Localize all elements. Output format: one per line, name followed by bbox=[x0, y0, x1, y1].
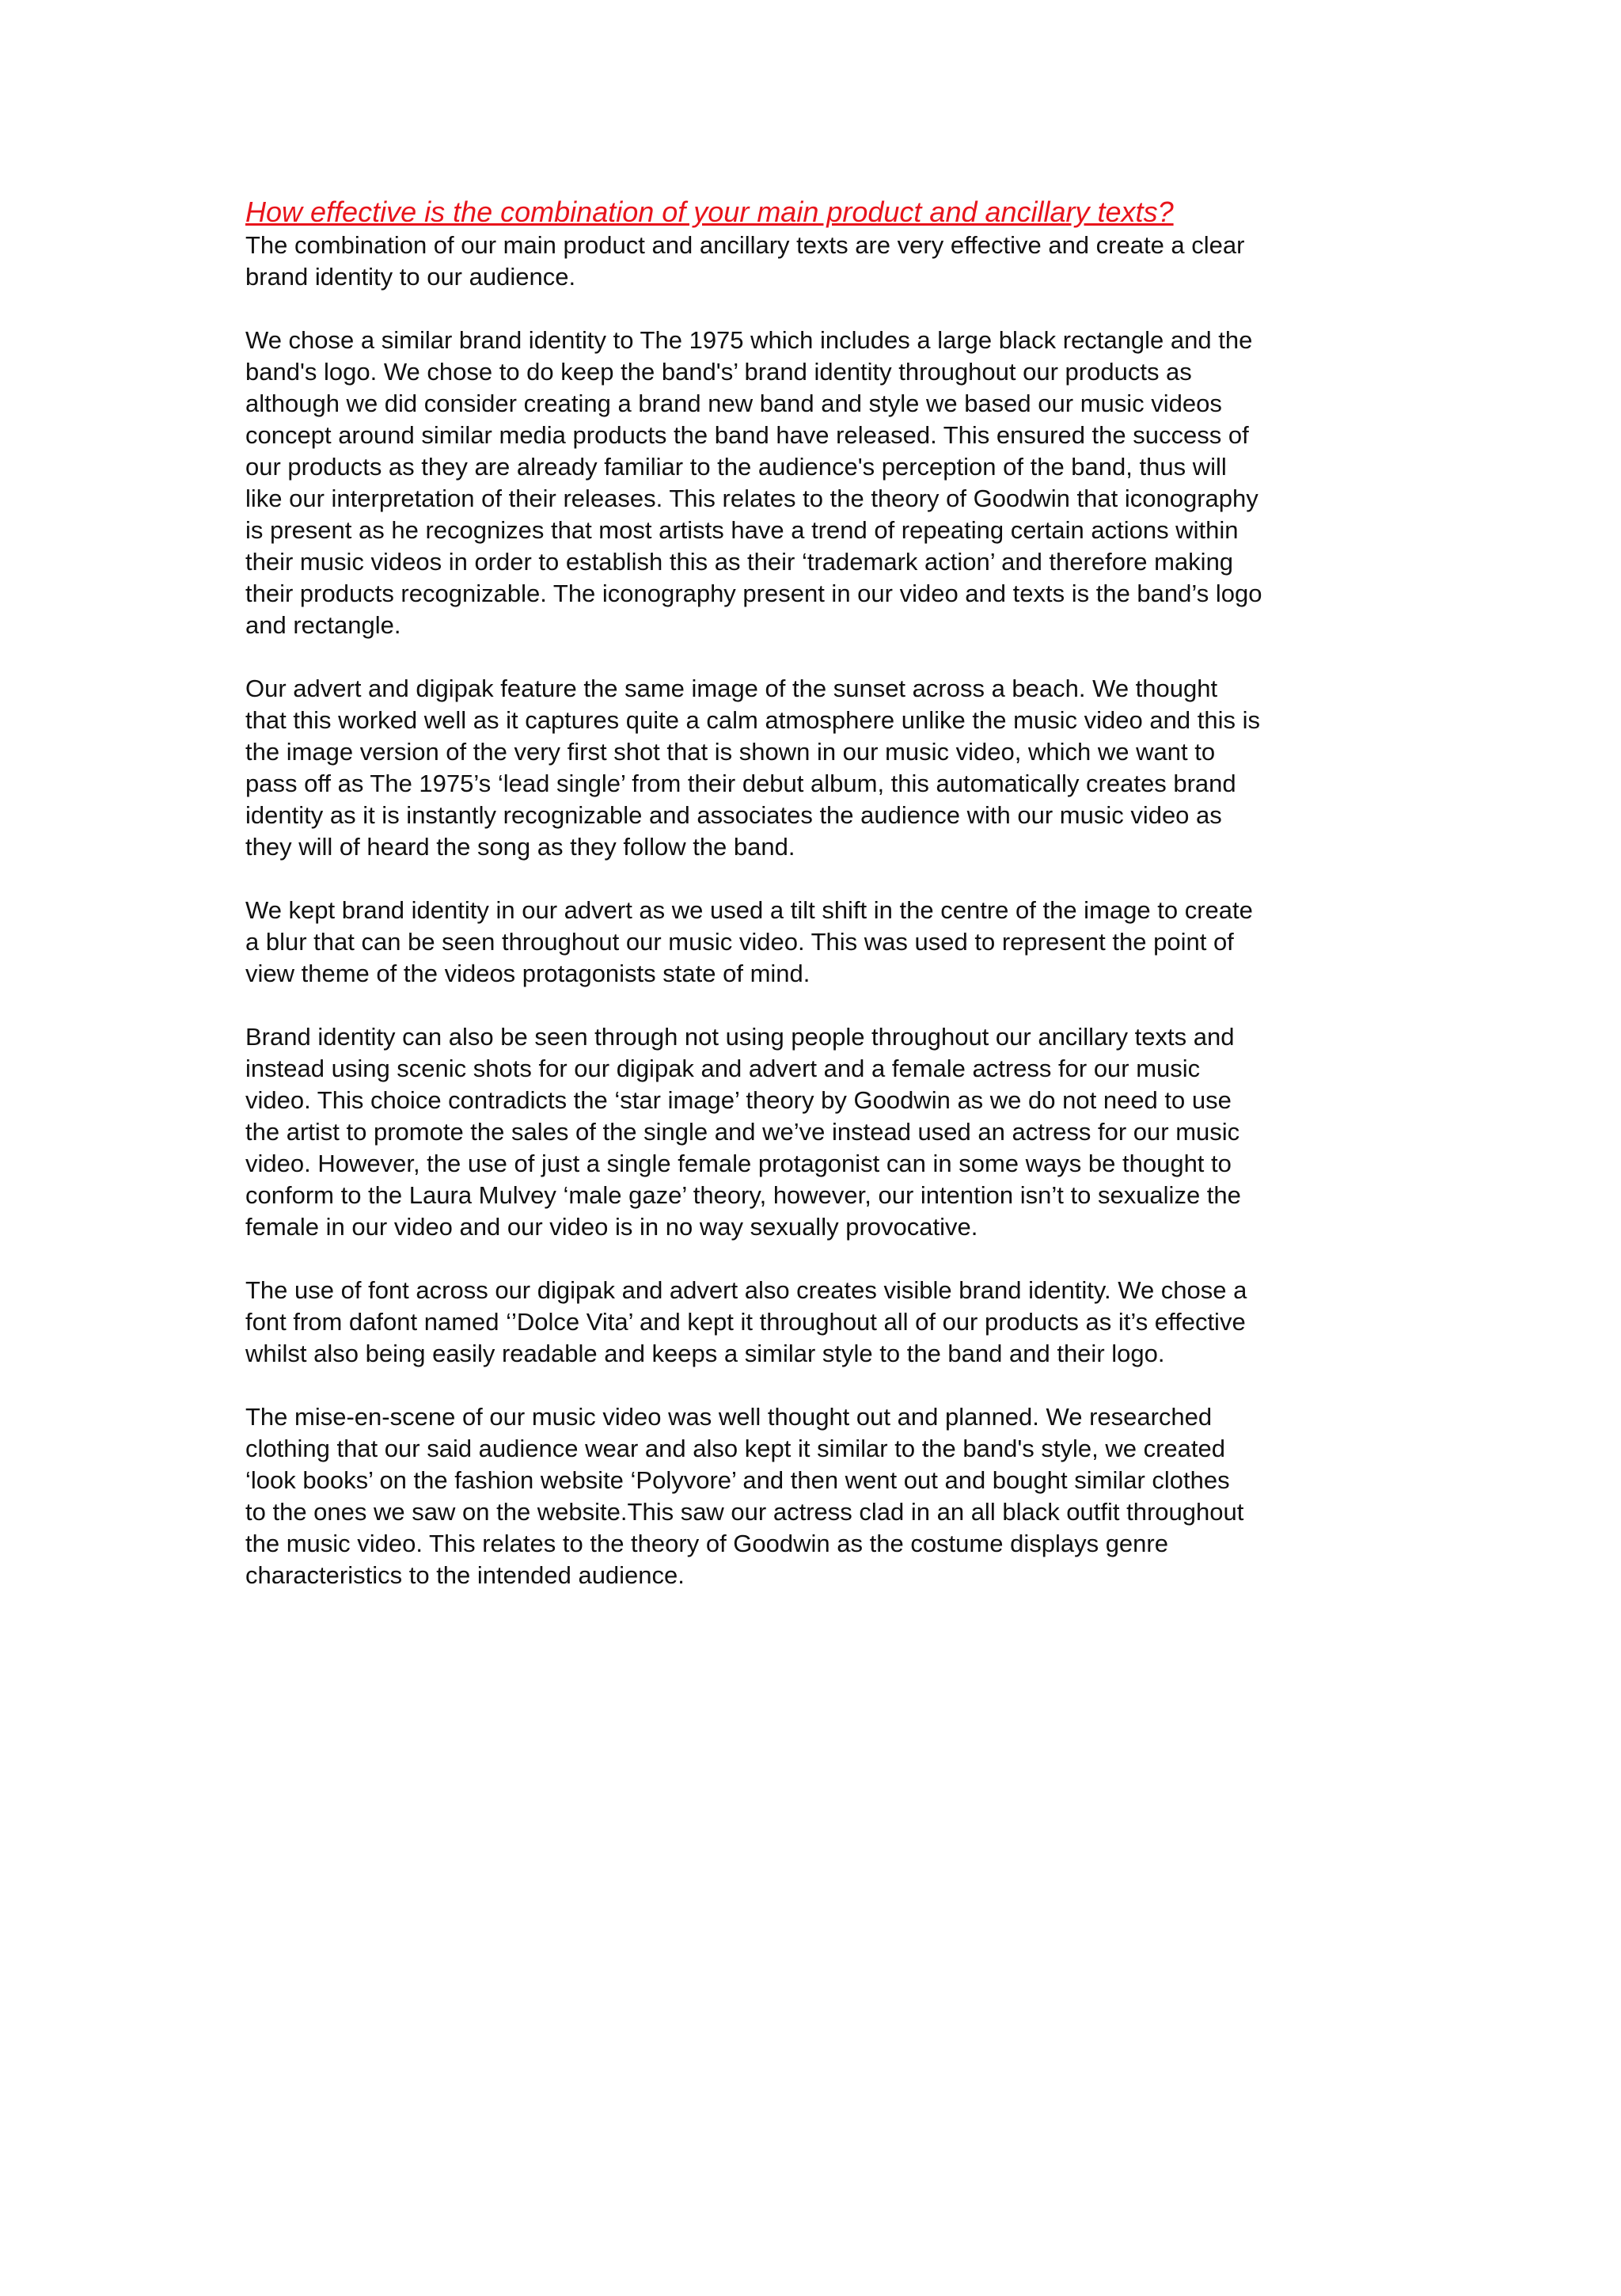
document-body bbox=[245, 195, 1389, 1623]
paragraph-line: female in our video and our video is in no way sexually provocative. bbox=[245, 1213, 978, 1241]
paragraph-line: Our advert and digipak feature the same image of the sunset across a beach. We thought bbox=[245, 675, 1218, 702]
paragraph-line: clothing that our said audience wear and also kept it similar to the band's style, we created bbox=[245, 1435, 1226, 1462]
paragraph-line: concept around similar media products the band have released. This ensured the success of bbox=[245, 421, 1249, 449]
paragraph-line: ‘look books’ on the fashion website ‘Polyvore’ and then went out and bought similar clothes bbox=[245, 1466, 1230, 1494]
paragraph-advert-digipak bbox=[245, 673, 1389, 863]
paragraph-line: is present as he recognizes that most artists have a trend of repeating certain actions within bbox=[245, 516, 1239, 544]
paragraph-line: our products as they are already familiar to the audience's perception of the band, thus will bbox=[245, 453, 1227, 481]
paragraph-mise-en-scene bbox=[245, 1401, 1389, 1591]
paragraph-line: We chose a similar brand identity to The 1975 which includes a large black rectangle and the bbox=[245, 326, 1253, 354]
paragraph-star-image bbox=[245, 1021, 1389, 1243]
paragraph-line: instead using scenic shots for our digipak and advert and a female actress for our music bbox=[245, 1055, 1201, 1082]
paragraph-font bbox=[245, 1275, 1389, 1370]
document-heading: How effective is the combination of your main product and ancillary texts? bbox=[245, 196, 1174, 228]
paragraph-line: characteristics to the intended audience. bbox=[245, 1561, 685, 1589]
paragraph-line: The use of font across our digipak and advert also creates visible brand identity. We chose a bbox=[245, 1276, 1247, 1304]
paragraph-line: video. However, the use of just a single female protagonist can in some ways be thought to bbox=[245, 1150, 1232, 1177]
paragraph-line: Brand identity can also be seen through not using people throughout our ancillary texts and bbox=[245, 1023, 1235, 1051]
paragraph-brand-identity bbox=[245, 325, 1389, 641]
paragraph-line: their music videos in order to establish this as their ‘trademark action’ and therefore making bbox=[245, 548, 1234, 576]
paragraph-line: video. This choice contradicts the ‘star image’ theory by Goodwin as we do not need to use bbox=[245, 1086, 1232, 1114]
paragraph-line: the image version of the very first shot that is shown in our music video, which we want to bbox=[245, 738, 1216, 766]
paragraph-line: font from dafont named ‘’Dolce Vita’ and kept it throughout all of our products as it’s effective bbox=[245, 1308, 1246, 1336]
paragraph-line: like our interpretation of their releases. This relates to the theory of Goodwin that iconography bbox=[245, 485, 1258, 512]
paragraph-line: whilst also being easily readable and keeps a similar style to the band and their logo. bbox=[245, 1340, 1165, 1367]
paragraph-line: they will of heard the song as they follow the band. bbox=[245, 833, 795, 861]
paragraph-line: The mise-en-scene of our music video was well thought out and planned. We researched bbox=[245, 1403, 1213, 1431]
paragraph-line: and rectangle. bbox=[245, 611, 401, 639]
paragraph-line: brand identity to our audience. bbox=[245, 263, 576, 291]
paragraph-line: to the ones we saw on the website.This saw our actress clad in an all black outfit throughout bbox=[245, 1498, 1244, 1526]
paragraph-line: identity as it is instantly recognizable and associates the audience with our music video as bbox=[245, 801, 1222, 829]
paragraph-line: pass off as The 1975’s ‘lead single’ from their debut album, this automatically creates brand bbox=[245, 770, 1236, 797]
paragraph-line: although we did consider creating a brand new band and style we based our music videos bbox=[245, 390, 1222, 417]
paragraph-line: that this worked well as it captures quite a calm atmosphere unlike the music video and this is bbox=[245, 706, 1260, 734]
paragraph-line: view theme of the videos protagonists state of mind. bbox=[245, 960, 810, 987]
paragraph-tilt-shift bbox=[245, 895, 1389, 990]
paragraph-line: a blur that can be seen throughout our music video. This was used to represent the point of bbox=[245, 928, 1234, 956]
paragraph-line: the music video. This relates to the theory of Goodwin as the costume displays genre bbox=[245, 1530, 1168, 1557]
paragraph-line: their products recognizable. The iconography present in our video and texts is the band’s logo bbox=[245, 580, 1262, 607]
paragraph-line: The combination of our main product and ancillary texts are very effective and create a clear bbox=[245, 231, 1245, 259]
paragraph-line: conform to the Laura Mulvey ‘male gaze’ theory, however, our intention isn’t to sexualize the bbox=[245, 1181, 1241, 1209]
paragraph-line: band's logo. We chose to do keep the band's’ brand identity throughout our products as bbox=[245, 358, 1192, 386]
paragraph-line: We kept brand identity in our advert as we used a tilt shift in the centre of the image to create bbox=[245, 896, 1253, 924]
paragraph-intro bbox=[245, 230, 1389, 293]
paragraph-line: the artist to promote the sales of the single and we’ve instead used an actress for our music bbox=[245, 1118, 1240, 1146]
